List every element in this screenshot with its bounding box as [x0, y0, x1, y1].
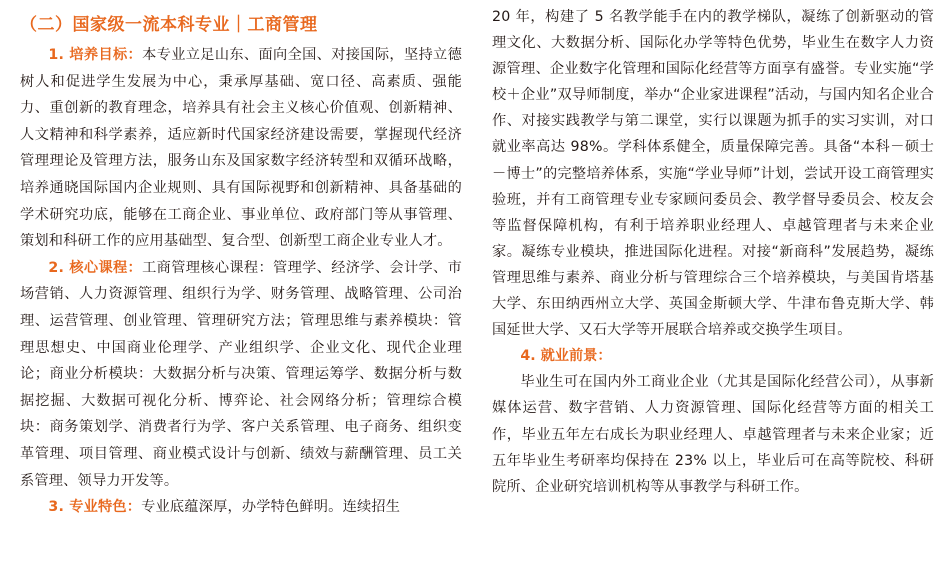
core-courses-paragraph [20, 255, 462, 494]
features-text-start: 专业底蕴深厚，办学特色鲜明。连续招生 [141, 499, 401, 516]
core-courses-text: 工商管理核心课程：管理学、经济学、会计学、市场营销、人力资源管理、组织行为学、财务管理、战略管理、公司治理、运营管理、创业管理、管理研究方法；管理思维与素养模块：管理思想史、中国商业伦理学、产业组织学、企业文化、现代企业理论；商业分析模块：大数据分析与决策、管理运筹学、数据分析与数据挖掘、大数据可视化分析、博弈论、社会网络分析；管理综合模块：商务策划学、消费者行为学、客户关系管理、电子商务、组织变革管理、项目管理、商业模式设计与创新、绩效与薪酬管理、员工关系管理、领导力开发等。 [20, 259, 462, 489]
training-goal-heading: 1. 培养目标： [48, 47, 143, 63]
section-title: （二）国家级一流本科专业｜工商管理 [20, 15, 318, 35]
right-column [492, 0, 934, 500]
left-column [20, 0, 462, 521]
career-text: 毕业生可在国内外工商业企业（尤其是国际化经营公司），从事新媒体运营、数字营销、人力资源管理、国际化经营等方面的相关工作，毕业五年左右成长为职业经理人、卓越管理者与未来企业家；近五年毕业生考研率均保持在 23% 以上，毕业后可在高等院校、科研院所、企业研究培训机构等从事教学与科研工作。 [492, 374, 934, 495]
training-goal-paragraph [20, 42, 462, 255]
career-heading: 4. 就业前景： [520, 348, 612, 365]
features-heading: 3. 专业特色： [48, 499, 142, 516]
training-goal-text: 本专业立足山东、面向全国、对接国际，坚持立德树人和促进学生发展为中心，秉承厚基础、宽口径、高素质、强能力、重创新的教育理念，培养具有社会主义核心价值观、创新精神、人文精神和科学素养，适应新时代国家经济建设需要，掌握现代经济管理理论及管理方法，服务山东及国家数字经济转型和双循环战略，培养通晓国际国内企业规则、具有国际视野和创新精神、具备基础的学术研究功底，能够在工商企业、事业单位、政府部门等从事管理、策划和科研工作的应用基础型、复合型、创新型工商企业专业人才。 [20, 47, 462, 250]
core-courses-heading: 2. 核心课程： [48, 259, 143, 276]
features-paragraph-start [20, 494, 462, 521]
features-paragraph-continued: 20 年，构建了 5 名教学能手在内的教学梯队，凝练了创新驱动的管理文化、大数据分析、国际化办学等特色优势，毕业生在数字人力资源管理、企业数字化管理和国际化经营等方面享有盛誉。专业实施“学校＋企业”双导师制度，举办“企业家进课程”活动，与国内知名企业合作、对接实践教学与第二课堂，实行以课题为抓手的实习实训，对口就业率高达 98%。学科体系健全，质量保障完善。具备“本科－硕士－博士”的完整培养体系，实施“学业导师”计划，尝试开设工商管理实验班，并有工商管理专业专家顾问委员会、教学督导委员会、校友会等监督保障机构，有利于培养职业经理人、卓越管理者与未来企业家。凝练专业模块，推进国际化进程。对接“新商科”发展趋势，凝练管理思维与素养、商业分析与管理综合三个培养模块，与美国肯塔基大学、东田纳西州立大学、英国金斯顿大学、牛津布鲁克斯大学、韩国延世大学、又石大学等开展联合培养或交换学生项目。 [492, 9, 934, 339]
